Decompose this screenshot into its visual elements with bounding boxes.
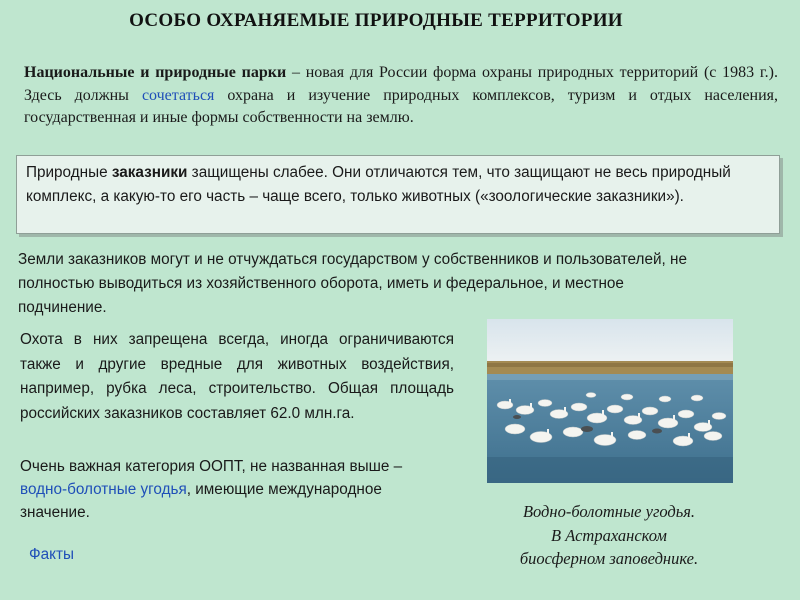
caption-line-3: биосферном заповеднике. [519,549,699,568]
national-parks-text-b: охрана и изучение природных комплексов, туризм и отдых населения, государственная и иные формы собственности на землю. [24,86,779,126]
wetlands-text-b: , имеющие международное значение. [20,481,382,521]
wetlands-link[interactable]: водно-болотные угодья [20,481,187,498]
national-parks-term: Национальные и природные парки [24,64,287,81]
wetlands-paragraph [20,455,420,524]
hunting-paragraph: Охота в них запрещена всегда, иногда ограничиваются также и другие вредные для животных воздействия, например, рубка леса, строительство. Общая площадь российских заказников составляет 62.0 млн.га. [20,331,454,422]
national-parks-text-a: – новая для России форма охраны природных территорий (с 1983 г.). Здесь должны [24,64,778,104]
wetlands-photo [487,319,733,483]
reserves-text-a: Природные [26,164,112,181]
facts-link[interactable]: Факты [29,546,75,563]
combine-link[interactable]: сочетаться [141,86,215,104]
slide-title: ОСОБО ОХРАНЯЕМЫЕ ПРИРОДНЫЕ ТЕРРИТОРИИ [129,10,623,31]
reserves-term: заказники [111,164,188,181]
land-paragraph: Земли заказников могут и не отчуждаться государством у собственников и пользователей, не полностью выводиться из хозяйственного оборота, иметь и федеральное, и местное подчинение. [18,251,687,316]
caption-line-1: Водно-болотные угодья. [522,502,696,521]
photo-caption [486,500,732,571]
wetlands-text-a: Очень важная категория ООПТ, не названная выше – [20,458,403,475]
reserves-text-b: защищены слабее. Они отличаются тем, что защищают не весь природный комплекс, а какую-то его часть – чаще всего, только животных («зоологические заказники»). [26,164,731,205]
caption-line-2: В Астраханском [551,525,667,545]
reserves-box [16,155,780,234]
national-parks-paragraph [24,62,778,130]
